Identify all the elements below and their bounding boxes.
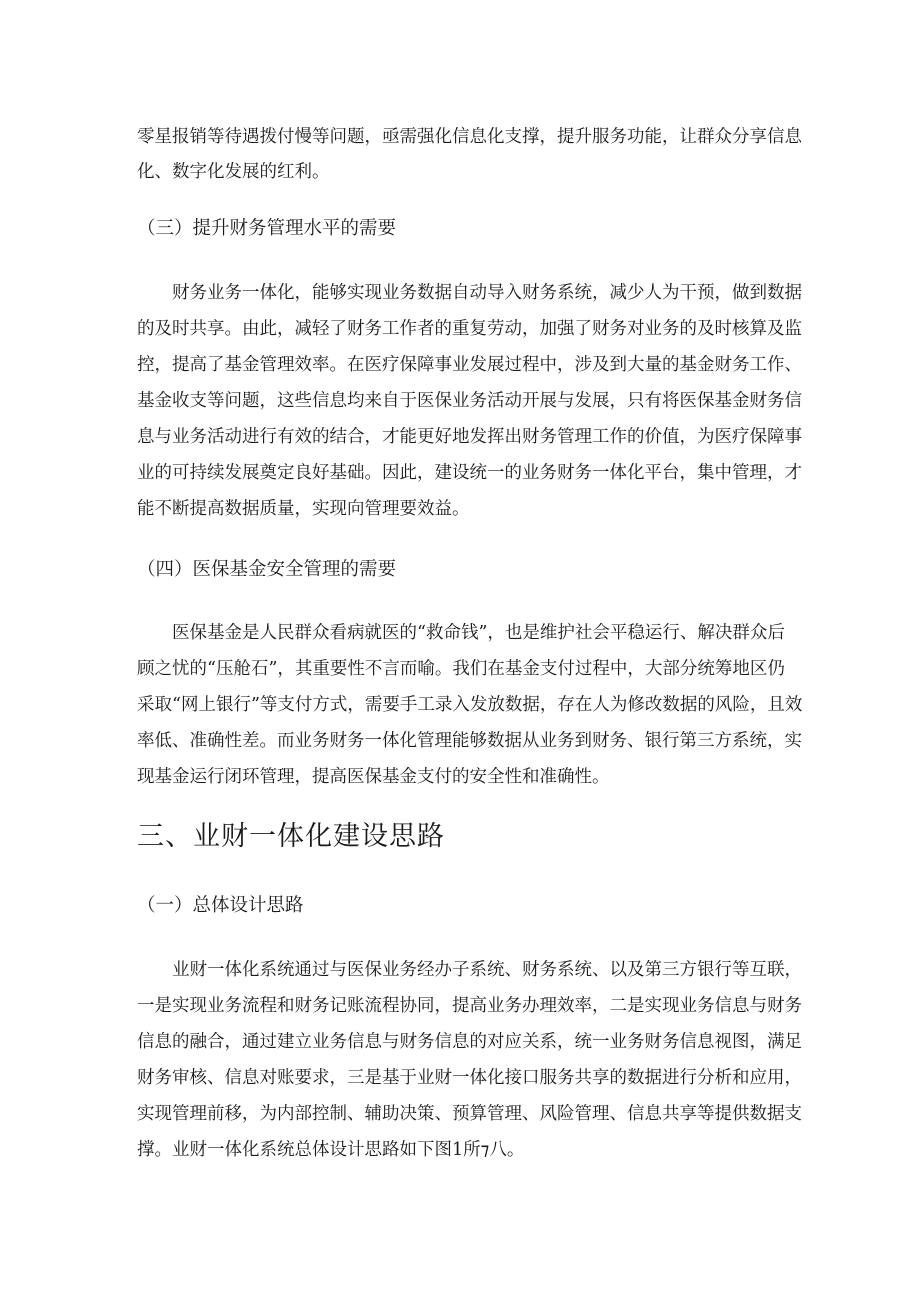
section-heading: （一）总体设计思路 <box>137 895 304 916</box>
paragraph-line: 息与业务活动进行有效的结合，才能更好地发挥出财务管理工作的价值，为医疗保障事 <box>137 427 802 447</box>
paragraph-line: 财务业务一体化，能够实现业务数据自动导入财务系统，减少人为干预，做到数据 <box>172 283 802 303</box>
paragraph-line: 的及时共享。由此，减轻了财务工作者的重复劳动，加强了财务对业务的及时核算及监 <box>137 319 802 339</box>
paragraph-line: 化、数字化发展的红利。 <box>137 162 330 182</box>
paragraph-line: 基金收支等问题，这些信息均来自于医保业务活动开展与发展，只有将医保基金财务信 <box>137 391 802 411</box>
paragraph-line: 能不断提高数据质量，实现向管理要效益。 <box>137 499 470 519</box>
section-heading: （三）提升财务管理水平的需要 <box>137 218 397 239</box>
section-heading: （四）医保基金安全管理的需要 <box>137 559 397 580</box>
paragraph-line: 顾之忧的“压舱石”，其重要性不言而喻。我们在基金支付过程中，大部分统筹地区仍 <box>137 659 785 679</box>
paragraph-line: 零星报销等待遇拨付慢等问题，亟需强化信息化支撑，提升服务功能，让群众分享信息 <box>137 127 802 147</box>
paragraph-line: 财务审核、信息对账要求，三是基于业财一体化接口服务共享的数据进行分析和应用， <box>137 1068 802 1088</box>
paragraph-line: 医保基金是人民群众看病就医的“救命钱”，也是维护社会平稳运行、解决群众后 <box>172 623 785 643</box>
paragraph-line: 控，提高了基金管理效率。在医疗保障事业发展过程中，涉及到大量的基金财务工作、 <box>137 355 802 375</box>
paragraph-line: 现基金运行闭环管理，提高医保基金支付的安全性和准确性。 <box>137 767 610 787</box>
paragraph-line: 率低、准确性差。而业务财务一体化管理能够数据从业务到财务、银行第三方系统，实 <box>137 731 802 751</box>
paragraph-line: 一是实现业务流程和财务记账流程协同，提高业务办理效率，二是实现业务信息与财务 <box>137 996 802 1016</box>
paragraph-line: 业财一体化系统通过与医保业务经办子系统、财务系统、以及第三方银行等互联， <box>172 960 802 980</box>
paragraph-line: 撑。业财一体化系统总体设计思路如下图1所⁊八。 <box>137 1140 525 1160</box>
paragraph-line: 业的可持续发展奠定良好基础。因此，建设统一的业务财务一体化平台，集中管理，才 <box>137 463 802 483</box>
paragraph-line: 采取“网上银行”等支付方式，需要手工录入发放数据，存在人为修改数据的风险，且效 <box>137 695 803 715</box>
paragraph-line: 信息的融合，通过建立业务信息与财务信息的对应关系，统一业务财务信息视图，满足 <box>137 1032 802 1052</box>
chapter-heading: 三、业财一体化建设思路 <box>137 821 445 852</box>
paragraph-line: 实现管理前移，为内部控制、辅助决策、预算管理、风险管理、信息共享等提供数据支 <box>137 1104 802 1124</box>
